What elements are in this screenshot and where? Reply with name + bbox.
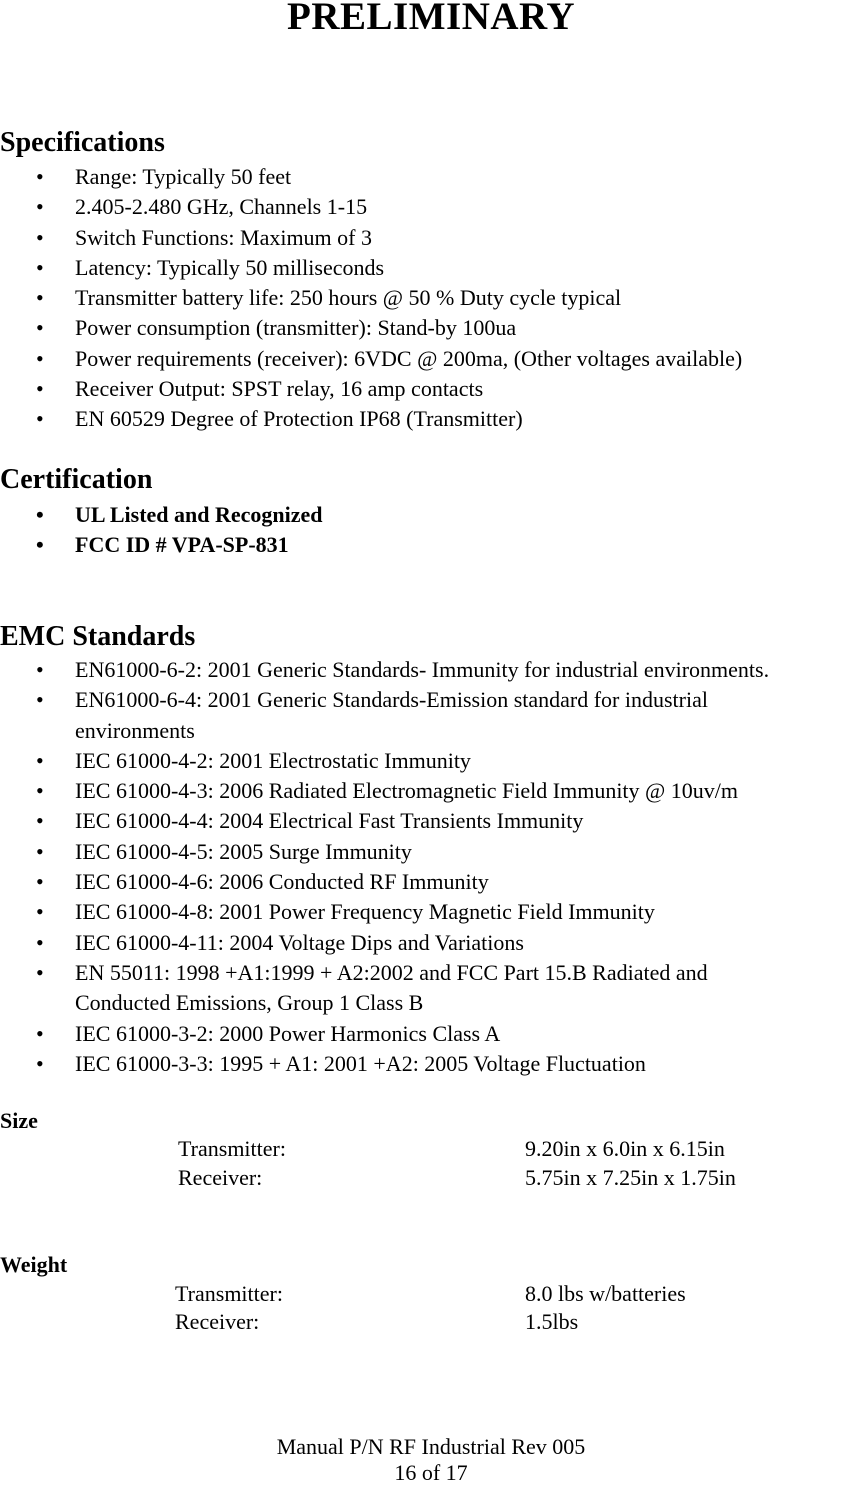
weight-transmitter-value: 8.0 lbs w/batteries bbox=[525, 1281, 686, 1306]
list-item bbox=[0, 655, 862, 685]
size-transmitter-value: 9.20in x 6.0in x 6.15in bbox=[525, 1136, 725, 1161]
specifications-heading: Specifications bbox=[0, 127, 165, 158]
list-item-text: IEC 61000-4-6: 2006 Conducted RF Immunity bbox=[75, 869, 489, 895]
list-item: • UL Listed and Recognized bbox=[0, 500, 862, 530]
list-item-text: EN61000-6-2: 2001 Generic Standards- Immunity for industrial environments. bbox=[75, 657, 770, 682]
weight-receiver-label: Receiver: bbox=[175, 1309, 260, 1334]
certification-heading: Certification bbox=[0, 464, 153, 495]
certification-list bbox=[0, 500, 862, 561]
list-item bbox=[0, 1019, 862, 1049]
size-receiver-value: 5.75in x 7.25in x 1.75in bbox=[525, 1165, 736, 1190]
list-item-text-continued: Conducted Emissions, Group 1 Class B bbox=[75, 990, 424, 1016]
list-item bbox=[0, 806, 862, 836]
list-item bbox=[0, 867, 862, 897]
list-item-text: IEC 61000-4-8: 2001 Power Frequency Magnetic Field Immunity bbox=[75, 899, 655, 925]
list-item bbox=[0, 685, 862, 746]
list-item-text: IEC 61000-4-2: 2001 Electrostatic Immunity bbox=[75, 747, 471, 773]
list-item: • FCC ID # VPA-SP-831 bbox=[0, 530, 862, 560]
list-item: • Latency: Typically 50 milliseconds bbox=[0, 253, 862, 283]
list-item bbox=[0, 958, 862, 1019]
emc-standards-list bbox=[0, 655, 862, 1079]
list-item-text: IEC 61000-4-5: 2005 Surge Immunity bbox=[75, 838, 412, 864]
list-item bbox=[0, 776, 862, 806]
size-receiver-label: Receiver: bbox=[178, 1165, 263, 1190]
footer-manual-number: Manual P/N RF Industrial Rev 005 bbox=[276, 1434, 586, 1459]
list-item: • Power requirements (receiver): 6VDC @ 200ma, (Other voltages available) bbox=[0, 344, 862, 374]
list-item bbox=[0, 1049, 862, 1079]
list-item: • Transmitter battery life: 250 hours @ 50 % Duty cycle typical bbox=[0, 283, 862, 313]
list-item: • Power consumption (transmitter): Stand-by 100ua bbox=[0, 313, 862, 343]
list-item-text: IEC 61000-4-3: 2006 Radiated Electromagnetic Field Immunity @ 10uv/m bbox=[75, 778, 739, 804]
list-item: • Receiver Output: SPST relay, 16 amp contacts bbox=[0, 374, 862, 404]
size-heading: Size bbox=[0, 1108, 38, 1133]
list-item bbox=[0, 837, 862, 867]
emc-standards-heading: EMC Standards bbox=[0, 621, 196, 652]
list-item-text: EN 55011: 1998 +A1:1999 + A2:2002 and FCC Part 15.B Radiated and bbox=[75, 959, 708, 985]
list-item: • Range: Typically 50 feet bbox=[0, 162, 862, 192]
list-item-text-continued: environments bbox=[75, 717, 195, 743]
weight-heading: Weight bbox=[0, 1252, 68, 1277]
list-item bbox=[0, 746, 862, 776]
list-item bbox=[0, 897, 862, 927]
list-item-text: IEC 61000-4-4: 2004 Electrical Fast Transients Immunity bbox=[75, 808, 584, 834]
list-item-text: IEC 61000-3-2: 2000 Power Harmonics Class A bbox=[75, 1020, 501, 1046]
list-item: • EN 60529 Degree of Protection IP68 (Transmitter) bbox=[0, 404, 862, 434]
list-item-text: IEC 61000-4-11: 2004 Voltage Dips and Variations bbox=[75, 929, 524, 955]
specifications-list bbox=[0, 162, 862, 435]
page-title: PRELIMINARY bbox=[287, 0, 575, 38]
size-transmitter-label: Transmitter: bbox=[178, 1136, 286, 1161]
footer-page-number: 16 of 17 bbox=[394, 1460, 468, 1485]
list-item bbox=[0, 928, 862, 958]
weight-transmitter-label: Transmitter: bbox=[175, 1281, 283, 1306]
list-item: • Switch Functions: Maximum of 3 bbox=[0, 223, 862, 253]
list-item: • 2.405-2.480 GHz, Channels 1-15 bbox=[0, 192, 862, 222]
list-item-text: EN61000-6-4: 2001 Generic Standards-Emission standard for industrial bbox=[75, 687, 708, 713]
weight-receiver-value: 1.5lbs bbox=[525, 1309, 579, 1334]
list-item-text: IEC 61000-3-3: 1995 + A1: 2001 +A2: 2005 Voltage Fluctuation bbox=[75, 1050, 646, 1076]
